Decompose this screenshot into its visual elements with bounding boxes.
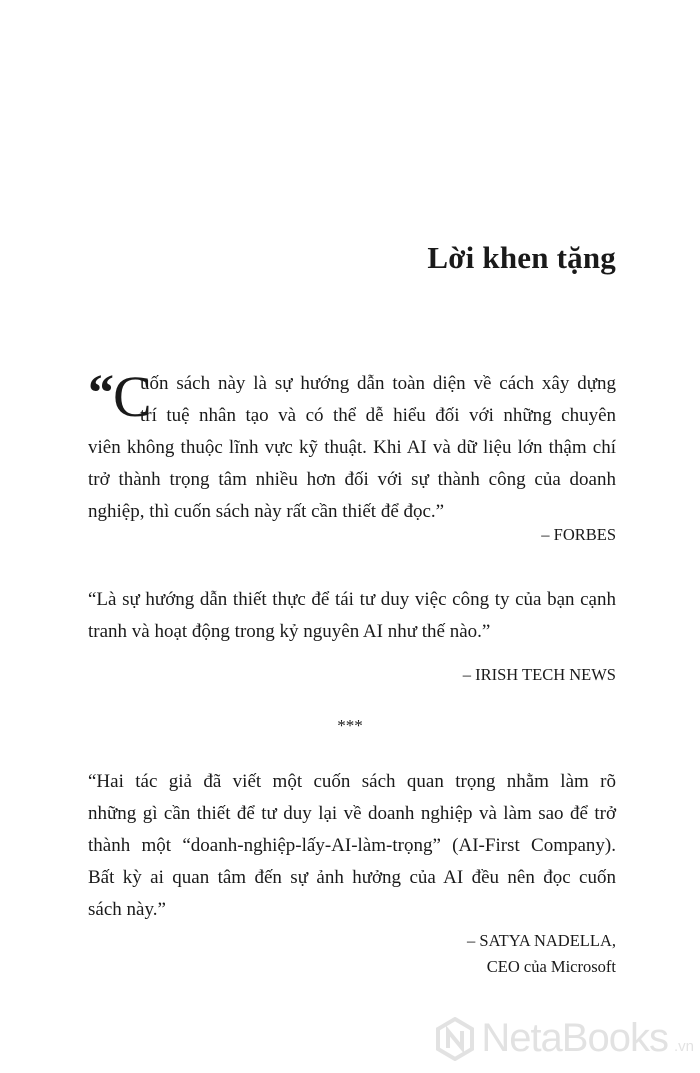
quote-satya-nadella-text [88, 766, 616, 926]
quote-line: “Hai tác giả đã viết một cuốn sách quan trọng nhằm làm rõ [88, 771, 616, 792]
quote-line: Bất kỳ ai quan tâm đến sự ảnh hưởng của AI đều nên đọc cuốn [88, 867, 616, 888]
netabooks-logo-icon [435, 1017, 475, 1061]
quote-line: trí tuệ nhân tạo và có thể dễ hiểu đối với những chuyên [140, 405, 616, 426]
quote-forbes-text [88, 364, 616, 528]
attribution-irish-tech-news: – IRISH TECH NEWS [462, 665, 616, 684]
attribution-satya-nadella [467, 928, 616, 980]
quote-line: tranh và hoạt động trong kỷ nguyên AI như thế nào.” [88, 621, 491, 642]
watermark-brand: NetaBooks [481, 1016, 668, 1060]
open-quote-mark: “ [88, 365, 114, 422]
quote-line: trở thành trọng tâm nhiều hơn đối với sự thành công của doanh [88, 469, 616, 490]
attribution-name: – SATYA NADELLA, [467, 931, 616, 950]
attribution-role: CEO của Microsoft [486, 957, 616, 976]
quote-line: sách này.” [88, 899, 166, 920]
attribution-forbes: – FORBES [541, 525, 616, 544]
quote-line: viên không thuộc lĩnh vực kỹ thuật. Khi AI và dữ liệu lớn thậm chí [88, 437, 616, 458]
quote-line: “Là sự hướng dẫn thiết thực để tái tư duy việc công ty của bạn cạnh [88, 589, 616, 610]
quote-line: nghiệp, thì cuốn sách này rất cần thiết để đọc.” [88, 501, 445, 522]
quote-irish-tech-news-text [88, 584, 616, 648]
watermark-suffix: .vn [673, 1038, 694, 1055]
drop-cap: C [113, 364, 152, 429]
quote-line: thành một “doanh-nghiệp-lấy-AI-làm-trọng” (AI-First Company). [88, 835, 616, 856]
quote-line: uốn sách này là sự hướng dẫn toàn diện về cách xây dựng [140, 373, 616, 394]
page-title: Lời khen tặng [427, 240, 616, 275]
section-separator: *** [337, 716, 363, 735]
quote-line: những gì cần thiết để tư duy lại về doanh nghiệp và làm sao để trở [88, 803, 616, 824]
watermark [435, 1016, 694, 1061]
